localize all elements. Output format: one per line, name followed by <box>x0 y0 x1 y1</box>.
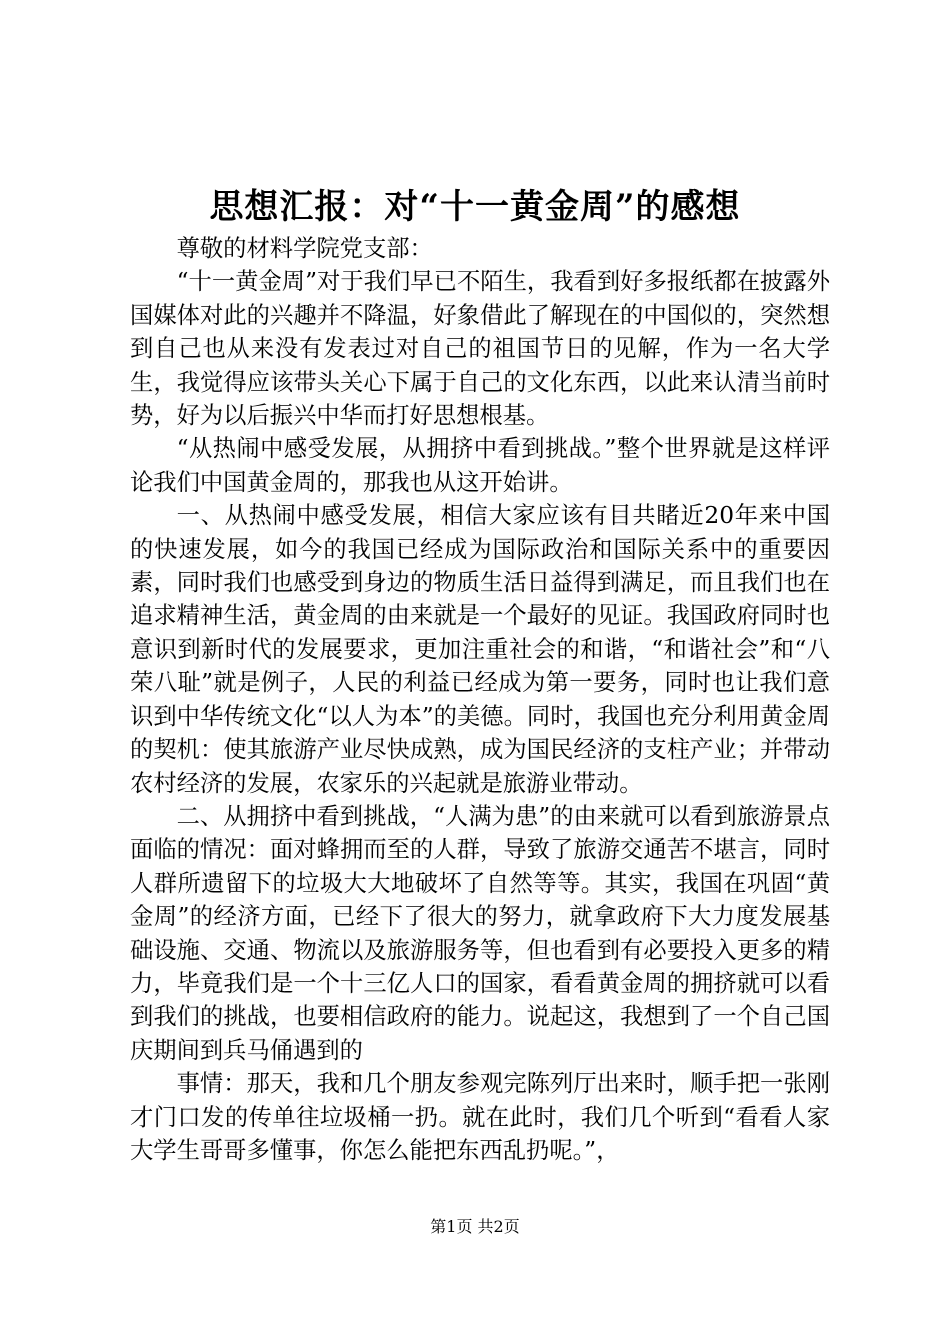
page-footer: 第1页 共2页 <box>430 1217 520 1236</box>
document-body <box>130 232 830 1167</box>
paragraph-quote: “从热闹中感受发展，从拥挤中看到挑战。”整个世界就是这样评论我们中国黄金周的，那我也从这开始讲。 <box>130 435 830 496</box>
paragraph-development: 一、从热闹中感受发展，相信大家应该有目共睹近20年来中国的快速发展，如今的我国已经成为国际政治和国际关系中的重要因素，同时我们也感受到身边的物质生活日益得到满足，而且我们也在追求精神生活，黄金周的由来就是一个最好的见证。我国政府同时也意识到新时代的发展要求，更加注重社会的和谐，“和谐社会”和“八荣八耻”就是例子，人民的利益已经成为第一要务，同时也让我们意识到中华传统文化“以人为本”的美德。同时，我国也充分利用黄金周的契机：使其旅游产业尽快成熟，成为国民经济的支柱产业；并带动农村经济的发展，农家乐的兴起就是旅游业带动。 <box>130 502 830 797</box>
document-title: 思想汇报：对“十一黄金周”的感想 <box>209 187 741 227</box>
salutation: 尊敬的材料学院党支部： <box>176 235 433 262</box>
paragraph-story: 事情：那天，我和几个朋友参观完陈列厅出来时，顺手把一张刚才门口发的传单往垃圾桶一扔。就在此时，我们几个听到“看看人家大学生哥哥多懂事，你怎么能把东西乱扔呢。”， <box>130 1070 830 1164</box>
paragraph-intro: “十一黄金周”对于我们早已不陌生，我看到好多报纸都在披露外国媒体对此的兴趣并不降温，好象借此了解现在的中国似的，突然想到自己也从来没有发表过对自己的祖国节日的见解，作为一名大学生，我觉得应该带头关心下属于自己的文化东西，以此来认清当前时势，好为以后振兴中华而打好思想根基。 <box>130 268 830 430</box>
paragraph-challenge: 二、从拥挤中看到挑战，“人满为患”的由来就可以看到旅游景点面临的情况：面对蜂拥而至的人群，导致了旅游交通苦不堪言，同时人群所遗留下的垃圾大大地破坏了自然等等。其实，我国在巩固“黄金周”的经济方面，已经下了很大的努力，就拿政府下大力度发展基础设施、交通、物流以及旅游服务等，但也看到有必要投入更多的精力，毕竟我们是一个十三亿人口的国家，看看黄金周的拥挤就可以看到我们的挑战，也要相信政府的能力。说起这，我想到了一个自己国庆期间到兵马俑遇到的 <box>130 802 830 1064</box>
